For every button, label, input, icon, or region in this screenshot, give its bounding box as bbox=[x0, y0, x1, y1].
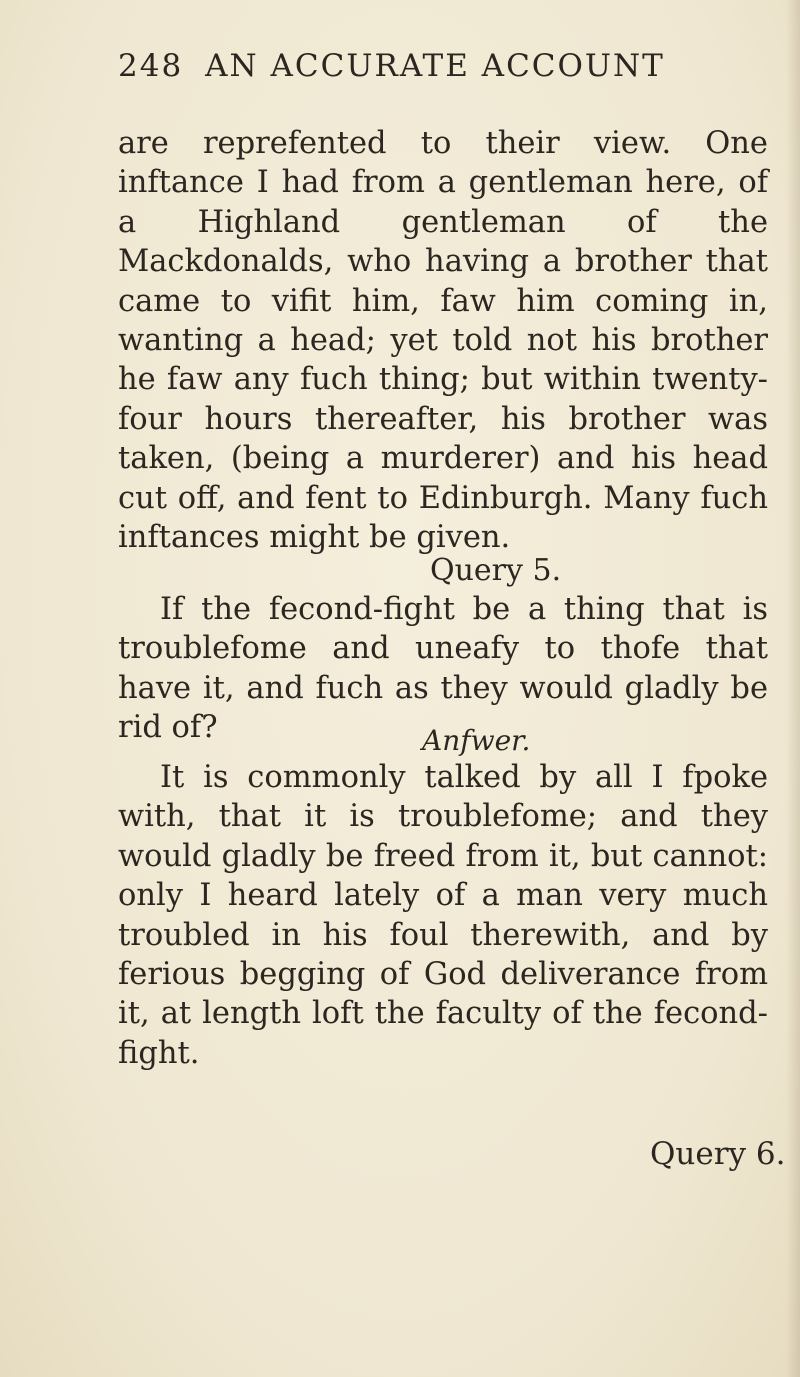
running-title: AN ACCURATE ACCOUNT bbox=[205, 48, 665, 84]
answer-text: It is commonly talked by all I fpoke with, that it is troublefome; and they would gladly be freed from it, but cannot: only I heard lately of a man very much troubled in his foul therewith, and by ferious begging of God deliverance from it, at length loft the faculty of the fecond-fight. bbox=[118, 760, 768, 1071]
query-5-text: If the fecond-fight be a thing that is troublefome and uneafy to thofe that have it, and fuch as they would gladly be rid of? bbox=[118, 592, 768, 746]
paragraph-continuation: are reprefented to their view. One inftance I had from a gentleman here, of a Highland gentleman of the Mackdonalds, who having a brother that came to vifit him, faw him coming in, wanting a head; yet told not his brother he faw any fuch thing; but within twenty-four hours thereafter, his brother was taken, (being a murderer) and his head cut off, and fent to Edinburgh. Many fuch inftances might be given. bbox=[118, 126, 768, 556]
page-edge-shadow bbox=[786, 0, 800, 1377]
page-number: 248 bbox=[118, 48, 184, 84]
query-6-heading: Query 6. bbox=[650, 1136, 786, 1172]
answer-heading: Anfwer. bbox=[422, 724, 531, 757]
query-5-heading: Query 5. bbox=[430, 553, 562, 588]
running-header bbox=[118, 48, 665, 84]
